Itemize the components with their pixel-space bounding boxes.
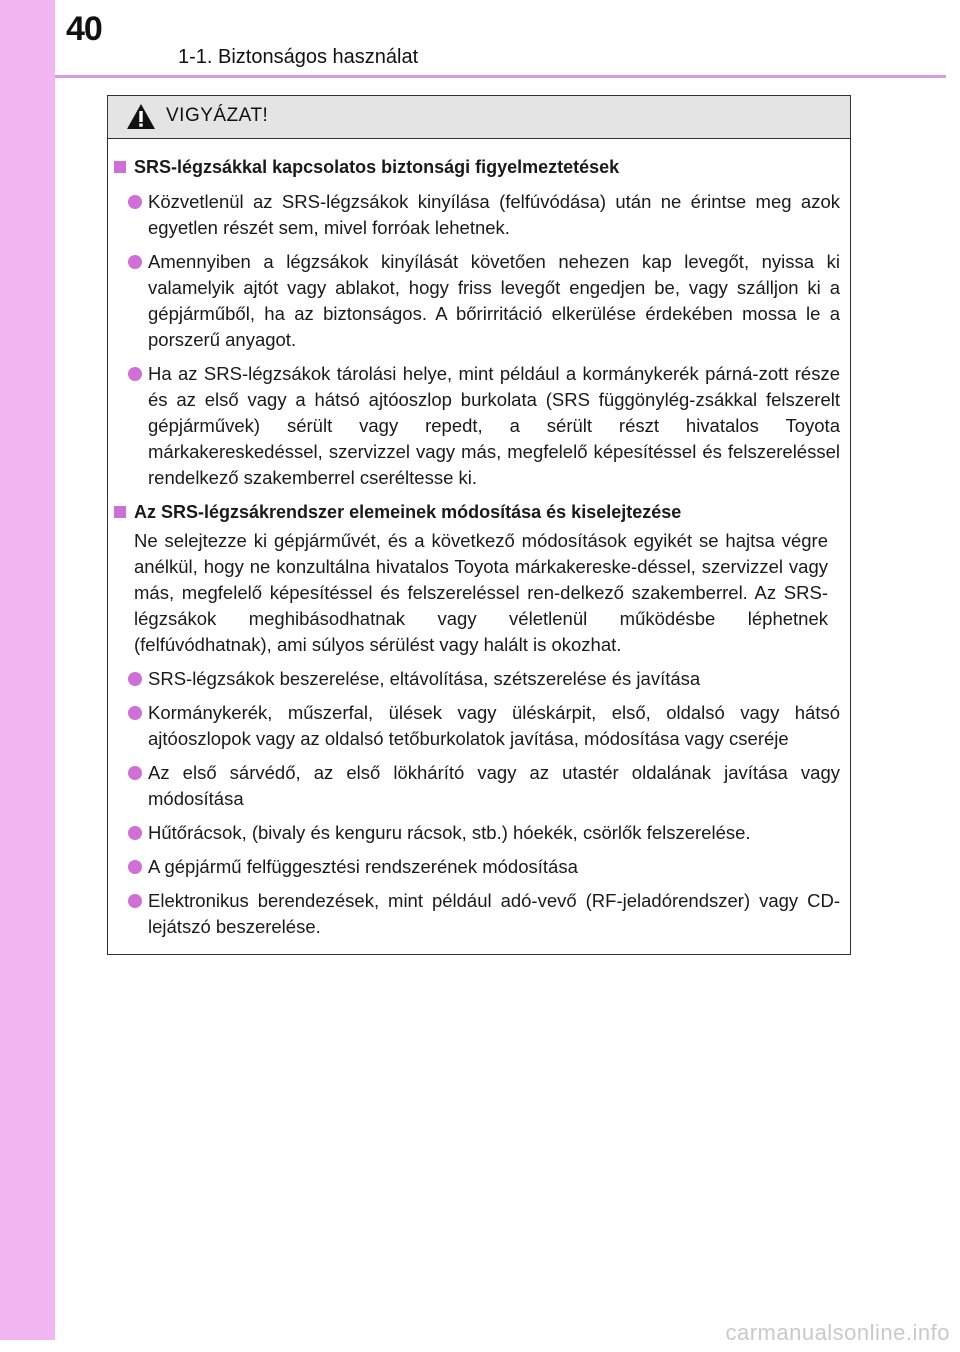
- list-item: [114, 700, 840, 752]
- list-item-text: Közvetlenül az SRS-légzsákok kinyílása (felfúvódása) után ne érintse meg azok egyetlen részét sem, mivel forróak lehetnek.: [148, 191, 840, 238]
- list-item-text: Ha az SRS-légzsákok tárolási helye, mint például a kormánykerék párná-zott része és az első vagy a hátsó ajtóoszlop burkolata (SRS függönylég-zsákkal felszerelt gépjárművek) sérült vagy repedt, a sérült részt hivatalos Toyota márkakereskedéssel, szervizzel vagy más, megfelelő képesítéssel és felszereléssel rendelkező szakemberrel cseréltesse ki.: [148, 363, 840, 488]
- section-heading: [114, 154, 840, 181]
- watermark-url: carmanualsonline.info: [725, 1320, 950, 1345]
- caution-header: [108, 96, 850, 139]
- list-item-text: Az első sárvédő, az első lökhárító vagy az utastér oldalának javítása vagy módosítása: [148, 762, 840, 809]
- list-item: [114, 888, 840, 940]
- round-bullet-icon: [128, 195, 142, 209]
- list-item: [114, 820, 840, 846]
- list-item: [114, 361, 840, 491]
- round-bullet-icon: [128, 860, 142, 874]
- list-item: [114, 249, 840, 353]
- caution-body: [108, 139, 850, 940]
- square-bullet-icon: [114, 506, 126, 518]
- round-bullet-icon: [128, 255, 142, 269]
- round-bullet-icon: [128, 894, 142, 908]
- round-bullet-icon: [128, 367, 142, 381]
- round-bullet-icon: [128, 706, 142, 720]
- list-item: [114, 760, 840, 812]
- section-title: 1-1. Biztonságos használat: [178, 46, 419, 68]
- list-item: [114, 189, 840, 241]
- list-item: [114, 666, 840, 692]
- round-bullet-icon: [128, 766, 142, 780]
- page-number: 40: [66, 10, 102, 48]
- list-item-text: Kormánykerék, műszerfal, ülések vagy üléskárpit, első, oldalsó vagy hátsó ajtóoszlopok vagy az oldalsó tetőburkolatok javítása, módosítása vagy cseréje: [148, 702, 840, 749]
- section-heading-text: Az SRS-légzsákrendszer elemeinek módosítása és kiselejtezése: [134, 502, 682, 522]
- section-heading-text: SRS-légzsákkal kapcsolatos biztonsági figyelmeztetések: [134, 157, 620, 177]
- caution-title: VIGYÁZAT!: [166, 105, 269, 126]
- round-bullet-icon: [128, 826, 142, 840]
- header-divider: [55, 75, 946, 78]
- list-item-text: SRS-légzsákok beszerelése, eltávolítása, szétszerelése és javítása: [148, 668, 701, 689]
- chapter-side-tab: [0, 0, 55, 1340]
- warning-triangle-icon: [126, 103, 156, 130]
- list-item: [114, 854, 840, 880]
- round-bullet-icon: [128, 672, 142, 686]
- list-item-text: Hűtőrácsok, (bivaly és kenguru rácsok, stb.) hóekék, csörlők felszerelése.: [148, 822, 751, 843]
- square-bullet-icon: [114, 161, 126, 173]
- list-item-text: Amennyiben a légzsákok kinyílását követően nehezen kap levegőt, nyissa ki valamelyik ajtót vagy ablakot, hogy friss levegőt engedjen be, vagy szálljon ki a gépjárműből, ha az biztonságos. A bőrirritáció elkerülése érdekében mossa le a porszerű anyagot.: [148, 251, 840, 350]
- intro-paragraph: Ne selejtezze ki gépjárművét, és a következő módosítások egyikét se hajtsa végre anélkül, hogy ne konzultálna hivatalos Toyota márkakereske-déssel, szervizzel vagy más, megfelelő képesítéssel és felszereléssel ren-delkező szakemberrel. Az SRS-légzsákok meghibásodhatnak vagy véletlenül működésbe léphetnek (felfúvódhatnak), ami súlyos sérülést vagy halált is okozhat.: [134, 530, 828, 655]
- caution-box: [107, 95, 851, 955]
- section-heading: [114, 499, 840, 526]
- list-item-text: Elektronikus berendezések, mint például adó-vevő (RF-jeladórendszer) vagy CD-lejátszó beszerelése.: [148, 890, 840, 937]
- list-item-text: A gépjármű felfüggesztési rendszerének módosítása: [148, 856, 578, 877]
